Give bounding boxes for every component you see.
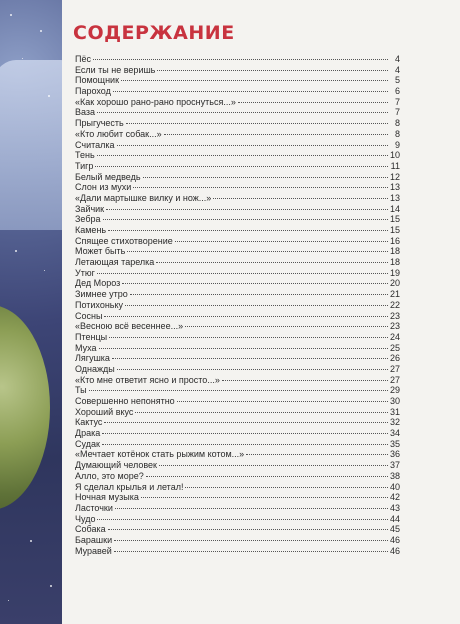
dot-leader bbox=[95, 166, 388, 167]
toc-entry-title: Тень bbox=[75, 150, 95, 161]
toc-entry-title: Птенцы bbox=[75, 331, 108, 342]
toc-entry bbox=[75, 86, 400, 97]
dot-leader bbox=[108, 529, 388, 530]
toc-entry bbox=[75, 193, 400, 204]
toc-entry-title: Однажды bbox=[75, 363, 115, 374]
toc-entry-title: Слон из мухи bbox=[75, 182, 132, 193]
toc-entry-title: Муравей bbox=[75, 545, 112, 556]
toc-entry-page: 40 bbox=[389, 481, 400, 492]
dot-leader bbox=[141, 497, 388, 498]
dot-leader bbox=[97, 519, 388, 520]
toc-entry-title: Помощник bbox=[75, 75, 120, 86]
toc-entry bbox=[75, 118, 400, 129]
dot-leader bbox=[115, 508, 388, 509]
toc-entry bbox=[75, 161, 400, 172]
dot-leader bbox=[97, 273, 388, 274]
toc-entry-page: 20 bbox=[389, 278, 400, 289]
dot-leader bbox=[99, 348, 388, 349]
dot-leader bbox=[117, 369, 388, 370]
toc-entry-title: Алло, это море? bbox=[75, 470, 144, 481]
toc-entry bbox=[75, 385, 400, 396]
dot-leader bbox=[93, 59, 388, 60]
dot-leader bbox=[133, 187, 388, 188]
toc-entry bbox=[75, 449, 400, 460]
toc-entry-title: Белый медведь bbox=[75, 171, 141, 182]
toc-entry-page: 13 bbox=[389, 182, 400, 193]
toc-entry-title: «Мечтает котёнок стать рыжим котом...» bbox=[75, 449, 245, 460]
dot-leader bbox=[126, 123, 388, 124]
toc-entry bbox=[75, 321, 400, 332]
toc-entry-title: Дед Мороз bbox=[75, 278, 121, 289]
toc-entry bbox=[75, 140, 400, 151]
toc-entry-title: «Кто мне ответит ясно и просто...» bbox=[75, 374, 220, 385]
dot-leader bbox=[121, 80, 388, 81]
toc-entry-title: Ласточки bbox=[75, 502, 113, 513]
toc-entry-page: 5 bbox=[394, 75, 400, 86]
toc-entry bbox=[75, 97, 400, 108]
toc-entry-page: 14 bbox=[389, 203, 400, 214]
dot-leader bbox=[113, 91, 388, 92]
dot-leader bbox=[112, 358, 388, 359]
dot-leader bbox=[213, 198, 388, 199]
toc-entry bbox=[75, 396, 400, 407]
toc-entry-page: 19 bbox=[389, 267, 400, 278]
toc-entry-title: Спящее стихотворение bbox=[75, 235, 173, 246]
toc-entry-page: 35 bbox=[389, 438, 400, 449]
toc-entry-title: Камень bbox=[75, 225, 107, 235]
toc-entry-page: 8 bbox=[394, 118, 400, 129]
toc-entry-page: 45 bbox=[389, 524, 400, 535]
dot-leader bbox=[97, 155, 388, 156]
table-of-contents bbox=[75, 54, 400, 556]
dot-leader bbox=[89, 390, 388, 391]
toc-entry-page: 27 bbox=[389, 363, 400, 374]
toc-entry-page: 21 bbox=[389, 289, 400, 300]
toc-entry-page: 32 bbox=[389, 417, 400, 428]
toc-entry-title: Ваза bbox=[75, 107, 96, 118]
toc-entry bbox=[75, 289, 400, 300]
toc-entry-title: Тигр bbox=[75, 160, 94, 171]
dot-leader bbox=[127, 251, 388, 252]
dot-leader bbox=[117, 145, 388, 146]
dot-leader bbox=[177, 401, 388, 402]
toc-entry bbox=[75, 364, 400, 375]
toc-entry-title: Совершенно непонятно bbox=[75, 396, 175, 406]
toc-entry bbox=[75, 482, 400, 493]
toc-entry-title: Прыгучесть bbox=[75, 118, 124, 129]
toc-entry bbox=[75, 492, 400, 503]
toc-entry-title: Собака bbox=[75, 524, 106, 535]
toc-entry-page: 13 bbox=[389, 192, 400, 203]
toc-entry-page: 12 bbox=[389, 171, 400, 182]
toc-entry-page: 38 bbox=[389, 470, 400, 481]
toc-entry-page: 23 bbox=[389, 321, 400, 332]
toc-entry-title: «Как хорошо рано-рано проснуться...» bbox=[75, 96, 236, 107]
dot-leader bbox=[102, 433, 388, 434]
toc-entry-title: Пёс bbox=[75, 54, 91, 64]
toc-entry-title: Судак bbox=[75, 438, 100, 449]
toc-entry-page: 15 bbox=[389, 214, 400, 225]
toc-entry-title: Хороший вкус bbox=[75, 406, 134, 417]
toc-entry bbox=[75, 129, 400, 140]
toc-entry-page: 34 bbox=[389, 428, 400, 439]
toc-entry-page: 44 bbox=[389, 513, 400, 524]
dot-leader bbox=[164, 134, 388, 135]
dot-leader bbox=[122, 283, 388, 284]
toc-entry-title: Барашки bbox=[75, 534, 113, 545]
dot-leader bbox=[102, 444, 388, 445]
toc-entry bbox=[75, 503, 400, 514]
toc-entry-page: 16 bbox=[389, 235, 400, 246]
dot-leader bbox=[246, 454, 388, 455]
toc-entry-page: 43 bbox=[389, 502, 400, 513]
toc-entry-page: 37 bbox=[389, 460, 400, 471]
toc-entry-title: Ночная музыка bbox=[75, 492, 139, 503]
toc-entry bbox=[75, 375, 400, 386]
toc-entry-page: 7 bbox=[394, 107, 400, 118]
dot-leader bbox=[130, 294, 388, 295]
toc-entry-page: 26 bbox=[389, 353, 400, 364]
toc-entry bbox=[75, 524, 400, 535]
mountain-graphic bbox=[0, 60, 62, 230]
toc-entry-title: «Весною всё весеннее...» bbox=[75, 321, 184, 332]
dot-leader bbox=[157, 70, 388, 71]
page-title: СОДЕРЖАНИЕ bbox=[73, 22, 235, 44]
toc-entry-title: Ты bbox=[75, 385, 87, 396]
dot-leader bbox=[97, 112, 388, 113]
toc-entry bbox=[75, 257, 400, 268]
toc-entry-title: Муха bbox=[75, 342, 97, 353]
toc-entry bbox=[75, 428, 400, 439]
toc-entry-page: 23 bbox=[389, 310, 400, 321]
toc-entry-title: Зимнее утро bbox=[75, 289, 128, 300]
toc-entry bbox=[75, 278, 400, 289]
toc-entry bbox=[75, 311, 400, 322]
toc-entry bbox=[75, 460, 400, 471]
toc-entry bbox=[75, 353, 400, 364]
toc-entry-page: 7 bbox=[394, 96, 400, 107]
toc-entry-title: Чудо bbox=[75, 513, 96, 524]
toc-entry bbox=[75, 172, 400, 183]
toc-entry bbox=[75, 343, 400, 354]
toc-entry-title: Утюг bbox=[75, 267, 95, 278]
toc-entry-title: Думающий человек bbox=[75, 460, 157, 471]
toc-entry-page: 27 bbox=[389, 374, 400, 385]
dot-leader bbox=[108, 230, 388, 231]
toc-entry-page: 29 bbox=[389, 385, 400, 396]
dot-leader bbox=[114, 540, 388, 541]
toc-entry-page: 4 bbox=[394, 64, 400, 75]
toc-entry bbox=[75, 182, 400, 193]
toc-entry bbox=[75, 150, 400, 161]
dot-leader bbox=[146, 476, 388, 477]
toc-entry-page: 15 bbox=[389, 225, 400, 235]
toc-entry-page: 18 bbox=[389, 246, 400, 257]
dot-leader bbox=[222, 380, 388, 381]
toc-entry bbox=[75, 225, 400, 236]
toc-entry-page: 22 bbox=[389, 299, 400, 310]
toc-entry-page: 31 bbox=[389, 406, 400, 417]
dot-leader bbox=[156, 262, 388, 263]
dot-leader bbox=[109, 337, 388, 338]
toc-entry-title: Потихоньку bbox=[75, 299, 124, 310]
toc-entry-title: Летающая тарелка bbox=[75, 257, 155, 268]
cover-illustration bbox=[0, 0, 62, 624]
toc-entry bbox=[75, 439, 400, 450]
toc-entry-title: Зебра bbox=[75, 214, 101, 225]
dot-leader bbox=[106, 209, 388, 210]
toc-entry-page: 18 bbox=[389, 257, 400, 268]
toc-entry-page: 6 bbox=[394, 86, 400, 97]
toc-entry bbox=[75, 107, 400, 118]
toc-entry-title: Драка bbox=[75, 428, 101, 439]
toc-entry bbox=[75, 214, 400, 225]
dot-leader bbox=[143, 177, 388, 178]
toc-entry bbox=[75, 204, 400, 215]
toc-entry-page: 36 bbox=[389, 449, 400, 460]
dot-leader bbox=[104, 422, 388, 423]
toc-entry bbox=[75, 471, 400, 482]
toc-entry bbox=[75, 546, 400, 557]
toc-entry-title: Лягушка bbox=[75, 353, 110, 364]
toc-entry-page: 9 bbox=[394, 139, 400, 150]
toc-entry bbox=[75, 535, 400, 546]
dot-leader bbox=[175, 241, 388, 242]
dot-leader bbox=[159, 465, 388, 466]
dot-leader bbox=[103, 219, 388, 220]
toc-entry bbox=[75, 332, 400, 343]
toc-entry-page: 11 bbox=[390, 160, 400, 171]
toc-entry-page: 25 bbox=[389, 342, 400, 353]
dot-leader bbox=[185, 326, 388, 327]
toc-entry-page: 46 bbox=[389, 545, 400, 556]
toc-entry-title: «Дали мартышке вилку и нож...» bbox=[75, 192, 212, 203]
toc-entry-page: 24 bbox=[389, 331, 400, 342]
toc-entry-title: «Кто любит собак...» bbox=[75, 128, 162, 139]
toc-entry bbox=[75, 65, 400, 76]
toc-entry bbox=[75, 407, 400, 418]
toc-entry-title: Считалка bbox=[75, 139, 115, 150]
dot-leader bbox=[238, 102, 388, 103]
toc-entry-page: 8 bbox=[394, 128, 400, 139]
toc-entry-title: Если ты не веришь bbox=[75, 64, 156, 75]
toc-entry-title: Кактус bbox=[75, 417, 103, 428]
toc-entry bbox=[75, 246, 400, 257]
toc-entry bbox=[75, 514, 400, 525]
toc-entry-page: 42 bbox=[389, 492, 400, 503]
toc-entry-page: 10 bbox=[389, 150, 400, 161]
dot-leader bbox=[135, 412, 388, 413]
dot-leader bbox=[104, 316, 388, 317]
toc-entry bbox=[75, 236, 400, 247]
toc-entry bbox=[75, 268, 400, 279]
dot-leader bbox=[185, 487, 388, 488]
dot-leader bbox=[114, 551, 388, 552]
toc-entry bbox=[75, 75, 400, 86]
toc-entry-page: 4 bbox=[394, 54, 400, 64]
toc-entry-title: Может быть bbox=[75, 246, 126, 257]
toc-entry bbox=[75, 54, 400, 65]
toc-entry bbox=[75, 300, 400, 311]
toc-entry-page: 30 bbox=[389, 396, 400, 406]
toc-entry-title: Сосны bbox=[75, 310, 103, 321]
toc-entry-page: 46 bbox=[389, 534, 400, 545]
toc-entry-title: Зайчик bbox=[75, 203, 105, 214]
toc-entry-title: Я сделал крылья и летал! bbox=[75, 481, 184, 492]
toc-entry bbox=[75, 417, 400, 428]
dot-leader bbox=[125, 305, 388, 306]
globe-graphic bbox=[0, 305, 50, 510]
toc-entry-title: Пароход bbox=[75, 86, 111, 97]
